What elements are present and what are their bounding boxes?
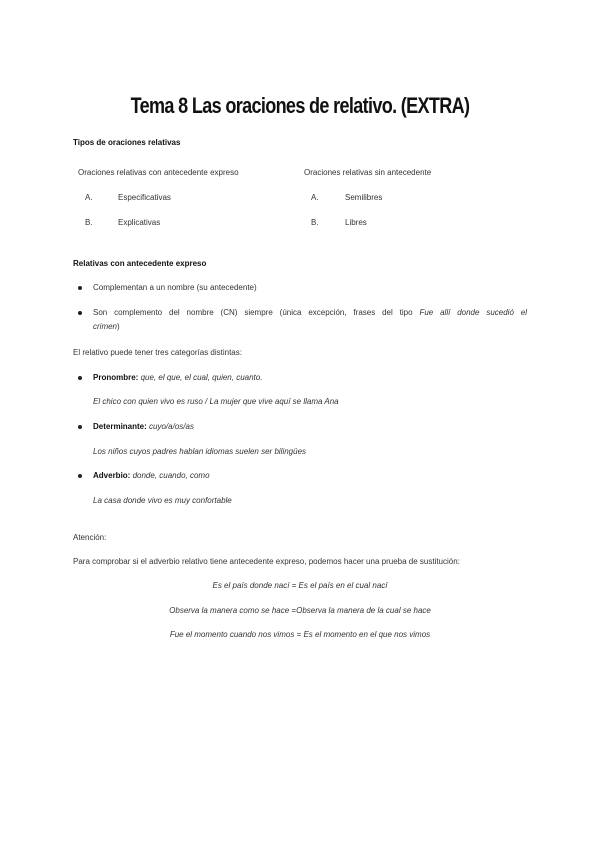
intro-categorias: El relativo puede tener tres categorías distintas: bbox=[73, 348, 242, 357]
category-determinante: Determinante: cuyo/a/os/as bbox=[93, 422, 194, 431]
bullet-text-complemento-line2: crimen) bbox=[93, 322, 120, 331]
list-item-semilibres: Semilibres bbox=[345, 193, 383, 202]
category-adverbio: Adverbio: donde, cuando, como bbox=[93, 471, 210, 480]
list-item-libres: Libres bbox=[345, 218, 367, 227]
section-heading-antecedente-expreso: Relativas con antecedente expreso bbox=[73, 259, 207, 268]
section-heading-tipos: Tipos de oraciones relativas bbox=[73, 138, 181, 147]
column-heading-sin-antecedente: Oraciones relativas sin antecedente bbox=[304, 168, 432, 177]
bullet-icon bbox=[78, 474, 82, 478]
list-marker: B. bbox=[311, 218, 319, 227]
category-pronombre: Pronombre: que, el que, el cual, quien, cuanto. bbox=[93, 373, 263, 382]
substitution-example: Fue el momento cuando nos vimos = Es el momento en el que nos vimos bbox=[169, 630, 431, 639]
list-marker: A. bbox=[311, 193, 319, 202]
attention-label: Atención: bbox=[73, 533, 107, 542]
substitution-example: Observa la manera como se hace =Observa la manera de la cual se hace bbox=[169, 606, 431, 615]
bullet-text-complemento: Son complemento del nombre (CN) siempre (única excepción, frases del tipo Fue allí donde sucedió el bbox=[93, 308, 527, 317]
example-determinante: Los niños cuyos padres hablan idiomas suelen ser bilingües bbox=[93, 447, 307, 456]
list-marker: A. bbox=[85, 193, 93, 202]
list-marker: B. bbox=[85, 218, 93, 227]
attention-text: Para comprobar si el adverbio relativo tiene antecedente expreso, podemos hacer una prueba de sustitución: bbox=[73, 557, 460, 566]
page-title: Tema 8 Las oraciones de relativo. (EXTRA) bbox=[130, 93, 470, 118]
bullet-icon bbox=[78, 376, 82, 380]
example-pronombre: El chico con quien vivo es ruso / La mujer que vive aquí se llama Ana bbox=[93, 397, 339, 406]
bullet-icon bbox=[78, 286, 82, 290]
column-heading-con-antecedente: Oraciones relativas con antecedente expreso bbox=[78, 168, 239, 177]
substitution-example: Es el país donde nací = Es el país en el cual nací bbox=[212, 581, 388, 590]
bullet-text-complementan: Complementan a un nombre (su antecedente) bbox=[93, 283, 257, 292]
list-item-explicativas: Explicativas bbox=[118, 218, 161, 227]
bullet-icon bbox=[78, 425, 82, 429]
list-item-especificativas: Especificativas bbox=[118, 193, 171, 202]
bullet-icon bbox=[78, 311, 82, 315]
example-adverbio: La casa donde vivo es muy confortable bbox=[93, 496, 232, 505]
